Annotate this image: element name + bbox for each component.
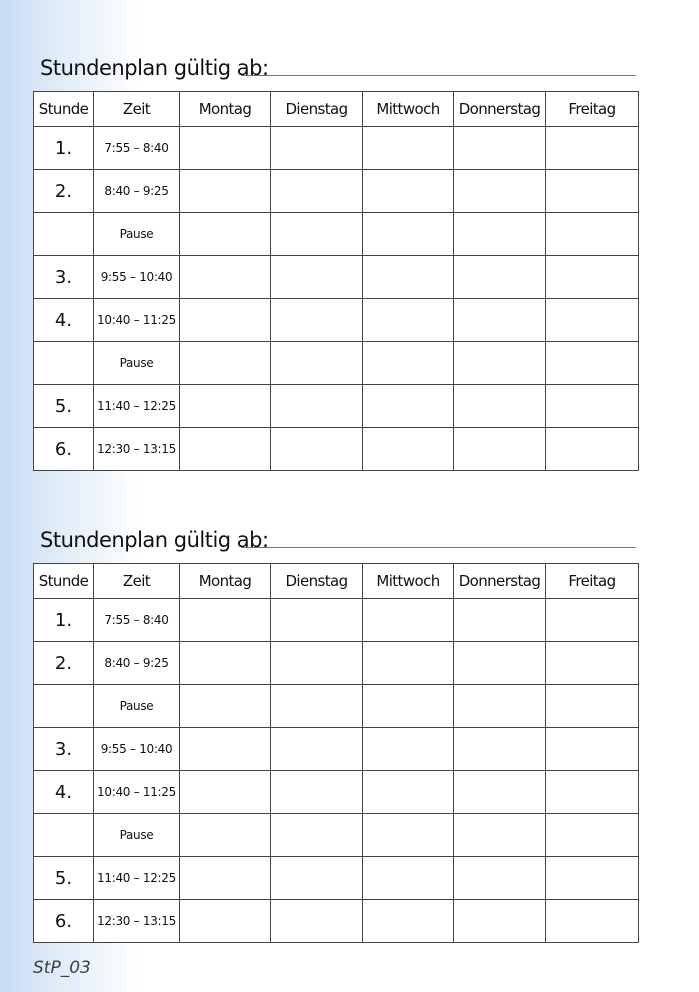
donnerstag-cell bbox=[454, 299, 546, 342]
table-row bbox=[34, 599, 639, 642]
stunde-cell: 3. bbox=[34, 728, 94, 771]
freitag-cell bbox=[546, 857, 639, 900]
mittwoch-cell bbox=[363, 814, 454, 857]
dienstag-cell bbox=[271, 685, 363, 728]
dienstag-cell bbox=[271, 170, 363, 213]
stunde-cell: 2. bbox=[34, 642, 94, 685]
timetable bbox=[33, 91, 639, 471]
stunde-cell: 5. bbox=[34, 385, 94, 428]
donnerstag-cell bbox=[454, 728, 546, 771]
zeit-cell: Pause bbox=[94, 213, 180, 256]
zeit-cell: 7:55 – 8:40 bbox=[94, 599, 180, 642]
freitag-cell bbox=[546, 728, 639, 771]
dienstag-cell bbox=[271, 213, 363, 256]
mittwoch-cell bbox=[363, 685, 454, 728]
header-mittwoch: Mittwoch bbox=[363, 564, 454, 599]
stunde-cell: 2. bbox=[34, 170, 94, 213]
freitag-cell bbox=[546, 256, 639, 299]
schedule-title-row bbox=[40, 56, 636, 84]
header-freitag: Freitag bbox=[546, 92, 639, 127]
dienstag-cell bbox=[271, 642, 363, 685]
mittwoch-cell bbox=[363, 385, 454, 428]
mittwoch-cell bbox=[363, 857, 454, 900]
dienstag-cell bbox=[271, 127, 363, 170]
montag-cell bbox=[180, 170, 271, 213]
dienstag-cell bbox=[271, 814, 363, 857]
freitag-cell bbox=[546, 771, 639, 814]
freitag-cell bbox=[546, 342, 639, 385]
donnerstag-cell bbox=[454, 857, 546, 900]
stunde-cell: 5. bbox=[34, 857, 94, 900]
table-row bbox=[34, 127, 639, 170]
schedule-title: Stundenplan gültig ab: bbox=[40, 528, 269, 552]
header-mittwoch: Mittwoch bbox=[363, 92, 454, 127]
mittwoch-cell bbox=[363, 213, 454, 256]
stunde-cell bbox=[34, 685, 94, 728]
page-code: StP_03 bbox=[33, 958, 91, 978]
table-row bbox=[34, 900, 639, 943]
zeit-cell: 12:30 – 13:15 bbox=[94, 900, 180, 943]
zeit-cell: 12:30 – 13:15 bbox=[94, 428, 180, 471]
header-stunde: Stunde bbox=[34, 92, 94, 127]
montag-cell bbox=[180, 127, 271, 170]
montag-cell bbox=[180, 256, 271, 299]
freitag-cell bbox=[546, 814, 639, 857]
header-dienstag: Dienstag bbox=[271, 92, 363, 127]
stunde-cell: 6. bbox=[34, 900, 94, 943]
mittwoch-cell bbox=[363, 642, 454, 685]
zeit-cell: Pause bbox=[94, 342, 180, 385]
freitag-cell bbox=[546, 299, 639, 342]
freitag-cell bbox=[546, 385, 639, 428]
header-montag: Montag bbox=[180, 92, 271, 127]
table-row bbox=[34, 299, 639, 342]
header-zeit: Zeit bbox=[94, 564, 180, 599]
stunde-cell bbox=[34, 342, 94, 385]
donnerstag-cell bbox=[454, 213, 546, 256]
header-stunde: Stunde bbox=[34, 564, 94, 599]
zeit-cell: 10:40 – 11:25 bbox=[94, 299, 180, 342]
zeit-cell: 8:40 – 9:25 bbox=[94, 642, 180, 685]
montag-cell bbox=[180, 385, 271, 428]
freitag-cell bbox=[546, 213, 639, 256]
header-row bbox=[34, 564, 639, 599]
montag-cell bbox=[180, 342, 271, 385]
zeit-cell: 9:55 – 10:40 bbox=[94, 728, 180, 771]
montag-cell bbox=[180, 771, 271, 814]
mittwoch-cell bbox=[363, 256, 454, 299]
mittwoch-cell bbox=[363, 900, 454, 943]
freitag-cell bbox=[546, 599, 639, 642]
schedule-title-row bbox=[40, 528, 636, 556]
donnerstag-cell bbox=[454, 900, 546, 943]
montag-cell bbox=[180, 428, 271, 471]
montag-cell bbox=[180, 213, 271, 256]
header-row bbox=[34, 92, 639, 127]
freitag-cell bbox=[546, 428, 639, 471]
zeit-cell: 11:40 – 12:25 bbox=[94, 385, 180, 428]
freitag-cell bbox=[546, 127, 639, 170]
zeit-cell: 9:55 – 10:40 bbox=[94, 256, 180, 299]
zeit-cell: 10:40 – 11:25 bbox=[94, 771, 180, 814]
pause-row bbox=[34, 342, 639, 385]
stunde-cell: 6. bbox=[34, 428, 94, 471]
montag-cell bbox=[180, 299, 271, 342]
header-freitag: Freitag bbox=[546, 564, 639, 599]
table-row bbox=[34, 170, 639, 213]
table-row bbox=[34, 428, 639, 471]
dienstag-cell bbox=[271, 599, 363, 642]
mittwoch-cell bbox=[363, 299, 454, 342]
mittwoch-cell bbox=[363, 771, 454, 814]
zeit-cell: 7:55 – 8:40 bbox=[94, 127, 180, 170]
mittwoch-cell bbox=[363, 599, 454, 642]
date-write-line bbox=[241, 75, 636, 76]
table-row bbox=[34, 771, 639, 814]
donnerstag-cell bbox=[454, 771, 546, 814]
montag-cell bbox=[180, 728, 271, 771]
dienstag-cell bbox=[271, 857, 363, 900]
donnerstag-cell bbox=[454, 256, 546, 299]
date-write-line bbox=[241, 547, 636, 548]
header-dienstag: Dienstag bbox=[271, 564, 363, 599]
zeit-cell: 11:40 – 12:25 bbox=[94, 857, 180, 900]
dienstag-cell bbox=[271, 900, 363, 943]
table-row bbox=[34, 256, 639, 299]
montag-cell bbox=[180, 857, 271, 900]
dienstag-cell bbox=[271, 771, 363, 814]
mittwoch-cell bbox=[363, 170, 454, 213]
donnerstag-cell bbox=[454, 428, 546, 471]
header-donnerstag: Donnerstag bbox=[454, 92, 546, 127]
dienstag-cell bbox=[271, 256, 363, 299]
freitag-cell bbox=[546, 900, 639, 943]
stunde-cell: 4. bbox=[34, 299, 94, 342]
zeit-cell: Pause bbox=[94, 685, 180, 728]
header-zeit: Zeit bbox=[94, 92, 180, 127]
table-row bbox=[34, 385, 639, 428]
mittwoch-cell bbox=[363, 342, 454, 385]
table-row bbox=[34, 857, 639, 900]
donnerstag-cell bbox=[454, 685, 546, 728]
montag-cell bbox=[180, 814, 271, 857]
montag-cell bbox=[180, 900, 271, 943]
stunde-cell: 4. bbox=[34, 771, 94, 814]
montag-cell bbox=[180, 599, 271, 642]
freitag-cell bbox=[546, 170, 639, 213]
table-row bbox=[34, 642, 639, 685]
dienstag-cell bbox=[271, 385, 363, 428]
pause-row bbox=[34, 213, 639, 256]
donnerstag-cell bbox=[454, 642, 546, 685]
stunde-cell: 1. bbox=[34, 599, 94, 642]
header-montag: Montag bbox=[180, 564, 271, 599]
stunde-cell: 1. bbox=[34, 127, 94, 170]
header-donnerstag: Donnerstag bbox=[454, 564, 546, 599]
dienstag-cell bbox=[271, 299, 363, 342]
table-row bbox=[34, 728, 639, 771]
stunde-cell: 3. bbox=[34, 256, 94, 299]
mittwoch-cell bbox=[363, 127, 454, 170]
dienstag-cell bbox=[271, 428, 363, 471]
donnerstag-cell bbox=[454, 127, 546, 170]
freitag-cell bbox=[546, 685, 639, 728]
zeit-cell: 8:40 – 9:25 bbox=[94, 170, 180, 213]
dienstag-cell bbox=[271, 728, 363, 771]
donnerstag-cell bbox=[454, 599, 546, 642]
timetable bbox=[33, 563, 639, 943]
donnerstag-cell bbox=[454, 814, 546, 857]
schedule-title: Stundenplan gültig ab: bbox=[40, 56, 269, 80]
montag-cell bbox=[180, 685, 271, 728]
donnerstag-cell bbox=[454, 385, 546, 428]
stunde-cell bbox=[34, 213, 94, 256]
donnerstag-cell bbox=[454, 342, 546, 385]
mittwoch-cell bbox=[363, 728, 454, 771]
mittwoch-cell bbox=[363, 428, 454, 471]
pause-row bbox=[34, 685, 639, 728]
pause-row bbox=[34, 814, 639, 857]
donnerstag-cell bbox=[454, 170, 546, 213]
dienstag-cell bbox=[271, 342, 363, 385]
stunde-cell bbox=[34, 814, 94, 857]
freitag-cell bbox=[546, 642, 639, 685]
zeit-cell: Pause bbox=[94, 814, 180, 857]
montag-cell bbox=[180, 642, 271, 685]
